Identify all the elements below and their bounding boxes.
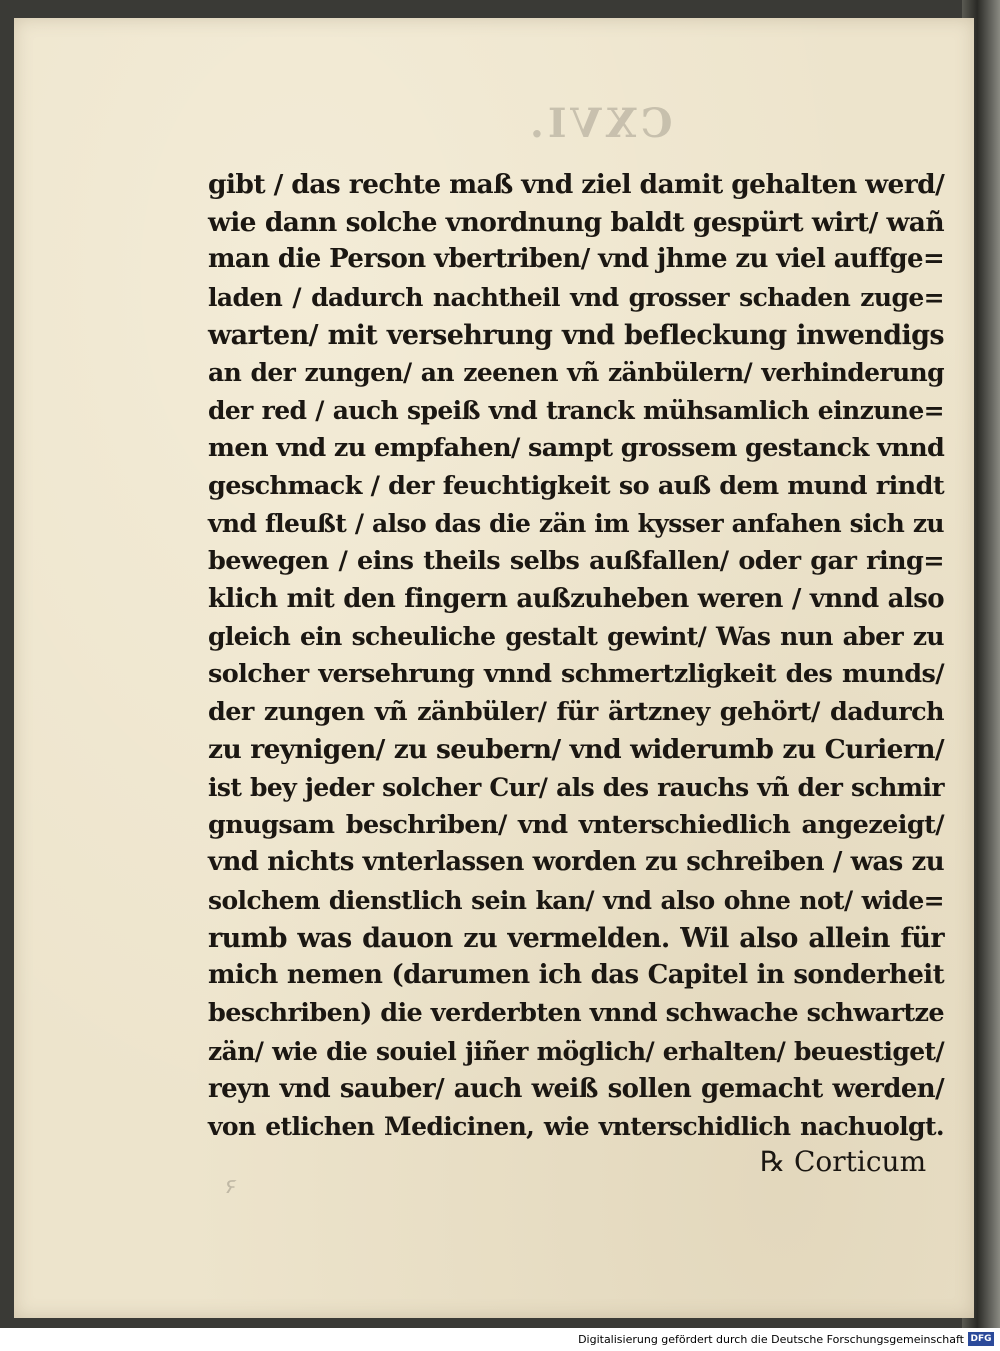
text-line: vnd fleußt / also das die zän im kysser anfahen sich zu xyxy=(208,509,944,539)
catchword: ℞ Corticum xyxy=(760,1145,927,1178)
text-line: beschriben) die verderbten vnnd schwache schwartze xyxy=(208,998,944,1029)
text-line: man die Person vbertriben/ vnd jhme zu viel auffge= xyxy=(208,244,945,275)
text-line: zu reynigen/ zu seubern/ vnd widerumb zu Curiern/ xyxy=(208,734,944,766)
text-line: laden / dadurch nachtheil vnd grosser schaden zuge= xyxy=(208,283,944,313)
text-line: geschmack / der feuchtigkeit so auß dem mund rindt xyxy=(208,470,944,501)
text-line: gnugsam beschriben/ vnd vnterschiedlich angezeigt/ xyxy=(208,809,944,840)
text-line: wie dann solche vnordnung baldt gespürt wirt/ wañ xyxy=(208,206,944,238)
text-line: men vnd zu empfahen/ sampt grossem gestanck vnnd xyxy=(208,432,945,463)
dfg-logo-icon: DFG xyxy=(968,1332,994,1346)
text-line: an der zungen/ an zeenen vñ zänbülern/ verhinderung xyxy=(208,358,944,388)
text-line: warten/ mit versehrung vnd befleckung inwendigs xyxy=(208,319,944,351)
text-line: zän/ wie die souiel jiñer möglich/ erhalten/ beuestiget/ xyxy=(208,1036,944,1066)
text-line: rumb was dauon zu vermelden. Wil also allein für xyxy=(208,922,944,954)
text-line: vnd nichts vnterlassen worden zu schreiben / was zu xyxy=(208,847,944,878)
text-line: gibt / das rechte maß vnd ziel damit gehalten werd/ xyxy=(208,169,945,200)
text-line: von etlichen Medicinen, wie vnterschidlich nachuolgt. xyxy=(208,1112,944,1142)
text-line: bewegen / eins theils selbs außfallen/ oder gar ring= xyxy=(208,545,944,576)
text-line: der red / auch speiß vnd tranck mühsamlich einzune= xyxy=(208,396,944,426)
body-text xyxy=(208,166,944,1146)
text-line: reyn vnd sauber/ auch weiß sollen gemacht werden/ xyxy=(208,1073,944,1104)
book-page xyxy=(14,18,974,1318)
text-line: gleich ein scheuliche gestalt gewint/ Was nun aber zu xyxy=(208,622,944,652)
text-line: solcher versehrung vnnd schmertzligkeit des munds/ xyxy=(208,658,944,689)
bleedthrough-mark: ꝛ xyxy=(226,1171,238,1199)
text-line: der zungen vñ zänbüler/ für ärtzney gehört/ dadurch xyxy=(208,696,944,727)
text-line: solchem dienstlich sein kan/ vnd also ohne not/ wide= xyxy=(208,886,944,916)
footer-credit: Digitalisierung gefördert durch die Deutsche Forschungsgemeinschaft xyxy=(578,1333,964,1346)
text-line: ist bey jeder solcher Cur/ als des rauchs vñ der schmir xyxy=(208,773,944,802)
footer-bar xyxy=(0,1328,1000,1351)
folio-number-bleedthrough: CXVI. xyxy=(526,100,673,147)
text-line: mich nemen (darumen ich das Capitel in sonderheit xyxy=(208,960,944,991)
text-line: klich mit den fingern außzuheben weren / vnnd also xyxy=(208,583,944,614)
